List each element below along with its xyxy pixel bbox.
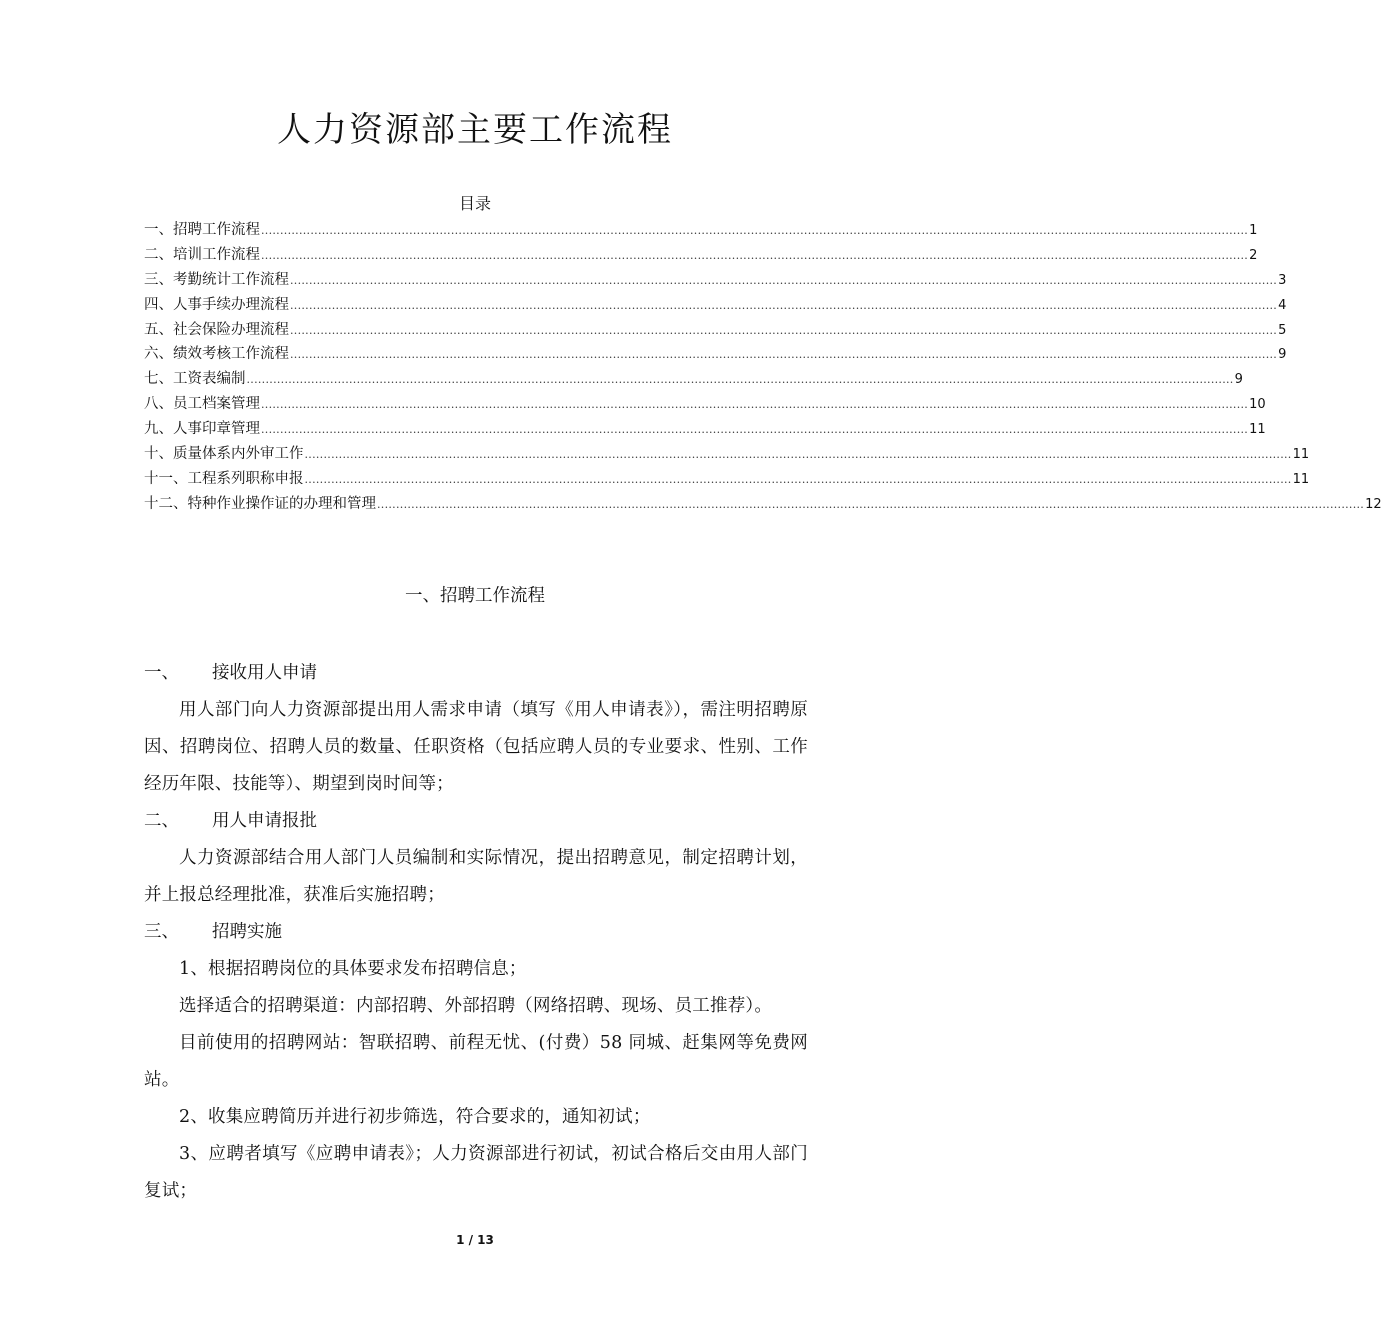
toc-entry-label: 七、工资表编制 — [144, 371, 246, 388]
toc-entry-label: 五、社会保险办理流程 — [144, 321, 289, 338]
toc-entry[interactable] — [144, 467, 1310, 492]
toc-entry[interactable] — [144, 442, 1310, 467]
section-title: 一、招聘工作流程 — [405, 586, 545, 606]
toc-entry[interactable] — [144, 367, 1243, 392]
toc-leader-dots: .................................................................................................................................................................................................................................................................... — [261, 248, 1249, 262]
toc-leader-dots: .................................................................................................................................................................................................................................................................... — [261, 224, 1249, 237]
paragraph: 选择适合的招聘渠道：内部招聘、外部招聘（网络招聘、现场、员工推荐）。 — [179, 996, 773, 1016]
toc-entry[interactable] — [144, 417, 1266, 442]
toc-entry[interactable] — [144, 492, 1382, 517]
subsection-number: 一、 — [144, 663, 179, 683]
toc-entry-page: 9 — [1234, 372, 1243, 388]
toc-entry[interactable] — [144, 218, 1258, 243]
document-body — [144, 655, 808, 1210]
toc-entry-page: 4 — [1278, 297, 1287, 313]
toc-heading: 目录 — [458, 194, 491, 213]
toc-leader-dots: .................................................................................................................................................................................................................................................................... — [290, 348, 1278, 362]
toc-entry[interactable] — [144, 293, 1287, 318]
subsection-heading — [144, 914, 808, 951]
toc-entry[interactable] — [144, 392, 1266, 417]
toc-entry-label: 十、质量体系内外审工作 — [144, 446, 304, 463]
toc-entry-page: 10 — [1249, 397, 1266, 413]
toc-entry-label: 四、人事手续办理流程 — [144, 296, 289, 313]
document-title: 人力资源部主要工作流程 — [277, 110, 673, 150]
subsection-text: 用人申请报批 — [212, 811, 317, 831]
toc-entry-page: 1 — [1249, 223, 1258, 238]
toc-entry-label: 九、人事印章管理 — [144, 421, 260, 438]
subsection-heading — [144, 655, 808, 692]
subsection-number: 二、 — [144, 811, 179, 831]
toc-entry-label: 八、员工档案管理 — [144, 396, 260, 413]
toc-entry-page: 11 — [1292, 471, 1310, 487]
toc-entry-label: 二、培训工作流程 — [144, 246, 260, 263]
toc-entry[interactable] — [144, 342, 1287, 367]
subsection-text: 招聘实施 — [212, 922, 282, 942]
toc-leader-dots: .................................................................................................................................................................................................................................................................... — [290, 323, 1278, 337]
toc-entry-page: 5 — [1278, 322, 1287, 338]
toc-leader-dots: .................................................................................................................................................................................................................................................................... — [261, 423, 1249, 437]
toc-entry[interactable] — [144, 268, 1287, 293]
paragraph: 1、根据招聘岗位的具体要求发布招聘信息； — [179, 959, 527, 979]
toc-leader-dots: .................................................................................................................................................................................................................................................................... — [377, 497, 1365, 511]
subsection-text: 接收用人申请 — [212, 663, 317, 683]
toc-entry[interactable] — [144, 243, 1258, 268]
toc-leader-dots: .................................................................................................................................................................................................................................................................... — [261, 398, 1249, 412]
paragraph: 目前使用的招聘网站：智联招聘、前程无忧、(付费）58 同城、赶集网等免费网站。 — [144, 1033, 808, 1090]
toc-entry-page: 9 — [1278, 347, 1287, 363]
toc-entry-page: 3 — [1278, 272, 1287, 288]
toc-entry-label: 十二、特种作业操作证的办理和管理 — [144, 495, 376, 512]
toc-entry-page: 2 — [1249, 247, 1258, 263]
subsection-heading — [144, 803, 808, 840]
toc-entry-page: 12 — [1365, 496, 1382, 512]
toc-leader-dots: .................................................................................................................................................................................................................................................................... — [304, 472, 1292, 486]
paragraph: 3、应聘者填写《应聘申请表》；人力资源部进行初试，初试合格后交由用人部门复试； — [144, 1144, 808, 1201]
toc-leader-dots: .................................................................................................................................................................................................................................................................... — [304, 448, 1292, 462]
toc-leader-dots: .................................................................................................................................................................................................................................................................... — [290, 273, 1278, 287]
toc-entry-label: 十一、工程系列职称申报 — [144, 470, 304, 487]
toc-entry-page: 11 — [1292, 447, 1310, 463]
toc-entry[interactable] — [144, 318, 1287, 343]
page-footer: 1 / 13 — [456, 1233, 494, 1247]
subsection-number: 三、 — [144, 922, 179, 942]
toc-leader-dots: .................................................................................................................................................................................................................................................................... — [246, 373, 1234, 387]
paragraph: 人力资源部结合用人部门人员编制和实际情况，提出招聘意见，制定招聘计划，并上报总经理批准，获准后实施招聘； — [144, 848, 808, 905]
toc-entry-label: 六、绩效考核工作流程 — [144, 346, 289, 363]
toc-leader-dots: .................................................................................................................................................................................................................................................................... — [290, 298, 1278, 312]
table-of-contents — [144, 218, 1382, 517]
toc-entry-label: 一、招聘工作流程 — [144, 222, 260, 238]
paragraph: 用人部门向人力资源部提出用人需求申请（填写《用人申请表》），需注明招聘原因、招聘岗位、招聘人员的数量、任职资格（包括应聘人员的专业要求、性别、工作经历年限、技能等）、期望到岗时间等； — [144, 700, 808, 794]
paragraph: 2、收集应聘简历并进行初步筛选，符合要求的，通知初试； — [179, 1107, 651, 1127]
toc-entry-label: 三、考勤统计工作流程 — [144, 271, 289, 288]
toc-entry-page: 11 — [1249, 422, 1266, 438]
